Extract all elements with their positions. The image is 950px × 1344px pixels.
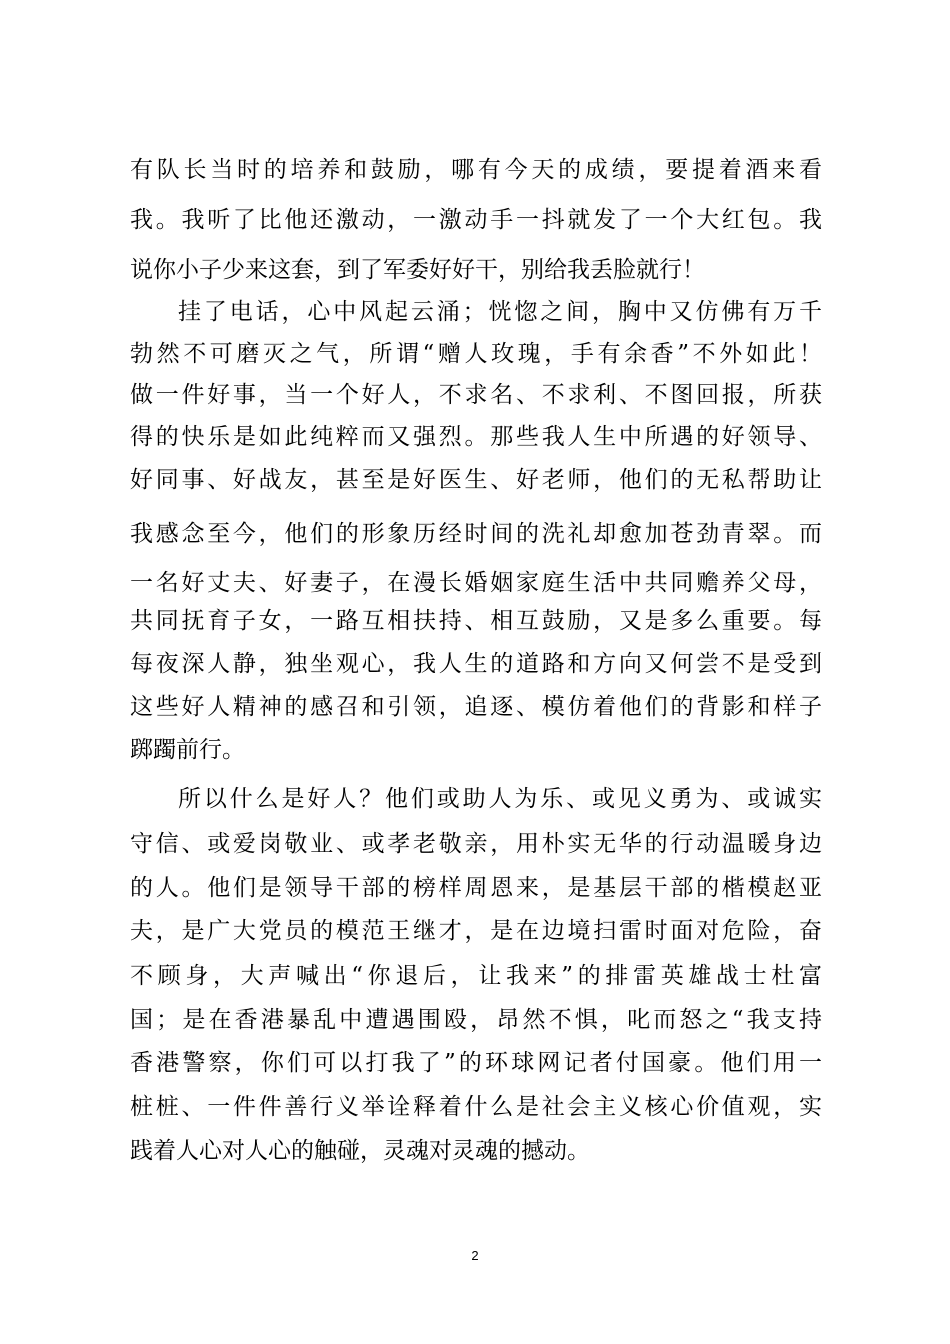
text-line: 的人。他们是领导干部的榜样周恩来，是基层干部的楷模赵亚 <box>130 875 822 901</box>
text-line: 我感念至今，他们的形象历经时间的洗礼却愈加苍劲青翠。而 <box>130 521 822 547</box>
text-line: 说你小子少来这套，到了军委好好干，别给我丢脸就行！ <box>130 257 705 283</box>
text-line: 得的快乐是如此纯粹而又强烈。那些我人生中所遇的好领导、 <box>130 424 822 450</box>
text-line: 桩桩、一件件善行义举诠释着什么是社会主义核心价值观，实 <box>130 1094 822 1120</box>
text-line: 所以什么是好人？他们或助人为乐、或见义勇为、或诚实 <box>178 786 822 812</box>
text-line: 共同抚育子女，一路互相扶持、相互鼓励，又是多么重要。每 <box>130 608 822 634</box>
text-line: 国；是在香港暴乱中遭遇围殴，昂然不惧，叱而怒之“我支持 <box>130 1007 822 1033</box>
text-line: 踯躅前行。 <box>130 737 245 763</box>
text-line: 勃然不可磨灭之气，所谓“赠人玫瑰，手有余香”不外如此！ <box>130 341 822 367</box>
text-line: 我。我听了比他还激动，一激动手一抖就发了一个大红包。我 <box>130 207 822 233</box>
text-line: 夫，是广大党员的模范王继才，是在边境扫雷时面对危险，奋 <box>130 918 822 944</box>
text-line: 不顾身，大声喊出“你退后，让我来”的排雷英雄战士杜富 <box>130 963 822 989</box>
text-line: 香港警察，你们可以打我了”的环球网记者付国豪。他们用一 <box>130 1050 822 1076</box>
text-line: 挂了电话，心中风起云涌；恍惚之间，胸中又仿佛有万千 <box>178 299 822 325</box>
text-line: 守信、或爱岗敬业、或孝老敬亲，用朴实无华的行动温暖身边 <box>130 831 822 857</box>
text-line: 一名好丈夫、好妻子，在漫长婚姻家庭生活中共同赡养父母， <box>130 570 822 596</box>
text-line: 做一件好事，当一个好人，不求名、不求利、不图回报，所获 <box>130 382 822 408</box>
text-line: 好同事、好战友，甚至是好医生、好老师，他们的无私帮助让 <box>130 467 822 493</box>
text-line: 践着人心对人心的触碰，灵魂对灵魂的撼动。 <box>130 1138 590 1164</box>
page-number: 2 <box>471 1248 479 1263</box>
text-line: 每夜深人静，独坐观心，我人生的道路和方向又何尝不是受到 <box>130 651 822 677</box>
text-line: 有队长当时的培养和鼓励，哪有今天的成绩，要提着酒来看 <box>130 157 822 183</box>
text-line: 这些好人精神的感召和引领，追逐、模仿着他们的背影和样子 <box>130 694 822 720</box>
